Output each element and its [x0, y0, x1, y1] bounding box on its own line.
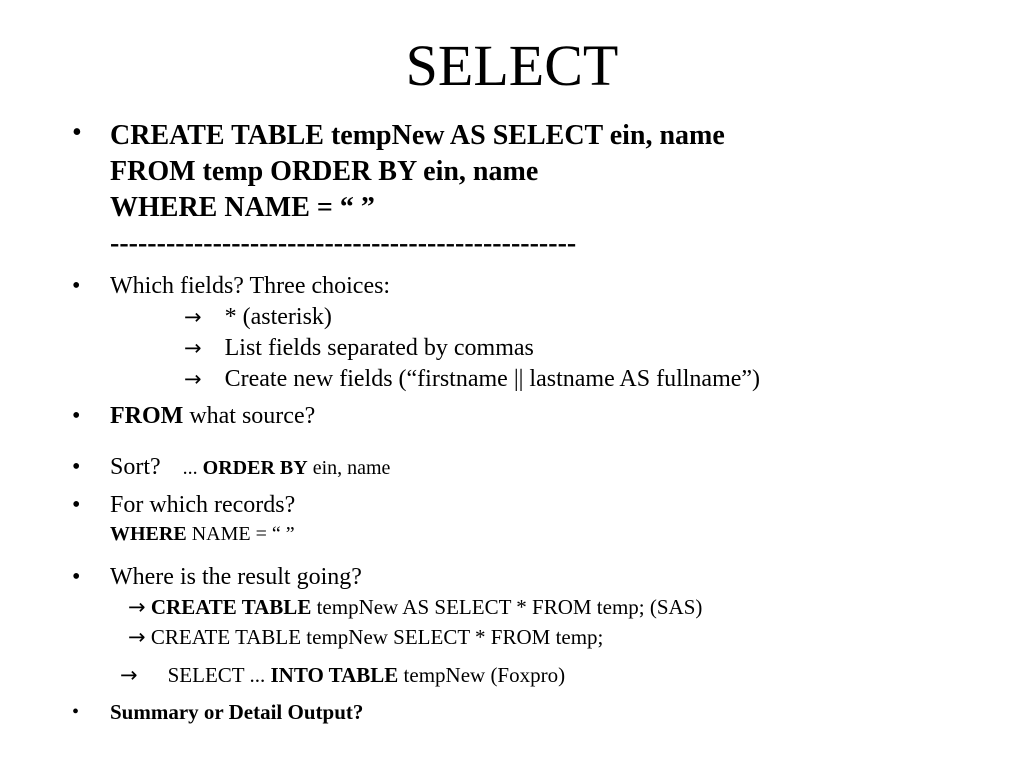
- keyword-from: FROM: [110, 403, 184, 429]
- keyword-into-table: INTO TABLE: [270, 663, 399, 687]
- bullet-marker: •: [72, 564, 81, 590]
- keyword-order-by: ORDER BY: [202, 457, 308, 479]
- from-rest: what source?: [183, 403, 316, 429]
- arrow-right-icon: →: [184, 305, 202, 329]
- sort-rest: ein, name: [307, 457, 391, 479]
- choice-label: List fields separated by commas: [224, 335, 534, 361]
- bullet-from: [110, 401, 315, 431]
- choice-new-fields: [184, 364, 760, 394]
- bullet-create-table: [110, 118, 725, 262]
- bullet-marker: •: [72, 701, 80, 723]
- bullet-marker: •: [72, 403, 81, 429]
- choice-label: * (asterisk): [224, 304, 332, 330]
- arrow-right-icon: →: [128, 595, 146, 619]
- sort-clause: [183, 457, 391, 479]
- create-line-2: FROM temp ORDER BY ein, name: [110, 156, 539, 187]
- keyword-create-table: CREATE TABLE: [150, 595, 312, 619]
- result-option-foxpro: [120, 661, 565, 689]
- sort-prefix: ...: [182, 457, 203, 479]
- separator-line: --------------------------------------------------: [110, 228, 577, 259]
- bullet-marker: •: [72, 273, 81, 299]
- arrow-right-icon: →: [184, 367, 202, 391]
- bullet-result: Where is the result going?: [110, 564, 362, 590]
- where-rest: NAME = “ ”: [186, 523, 295, 545]
- bullet-marker: •: [72, 454, 81, 480]
- bullet-summary: Summary or Detail Output?: [110, 700, 364, 724]
- where-clause: [110, 520, 295, 548]
- arrow-right-icon: →: [128, 625, 146, 649]
- bullet-marker: •: [72, 117, 82, 148]
- choice-list-fields: [184, 333, 534, 363]
- choice-asterisk: [184, 302, 332, 332]
- sort-label: Sort?: [110, 454, 161, 480]
- option-pre: SELECT ...: [167, 663, 271, 687]
- option-rest: tempNew (Foxpro): [398, 663, 566, 687]
- slide-title: SELECT: [405, 33, 619, 98]
- arrow-right-icon: →: [184, 336, 202, 360]
- result-option-create: [128, 623, 603, 651]
- create-line-1: CREATE TABLE tempNew AS SELECT ein, name: [110, 120, 725, 151]
- create-line-3: WHERE NAME = “ ”: [110, 192, 375, 223]
- option-rest: tempNew AS SELECT * FROM temp; (SAS): [311, 595, 703, 619]
- bullet-sort: [110, 452, 390, 483]
- bullet-records: For which records?: [110, 492, 296, 518]
- bullet-marker: •: [72, 492, 81, 518]
- keyword-where: WHERE: [110, 523, 187, 545]
- result-option-sas: [128, 593, 702, 621]
- choice-label: Create new fields (“firstname || lastname AS fullname”): [224, 366, 761, 392]
- bullet-which-fields: Which fields? Three choices:: [110, 273, 391, 299]
- arrow-right-icon: →: [120, 663, 138, 687]
- option-text: CREATE TABLE tempNew SELECT * FROM temp;: [150, 625, 604, 649]
